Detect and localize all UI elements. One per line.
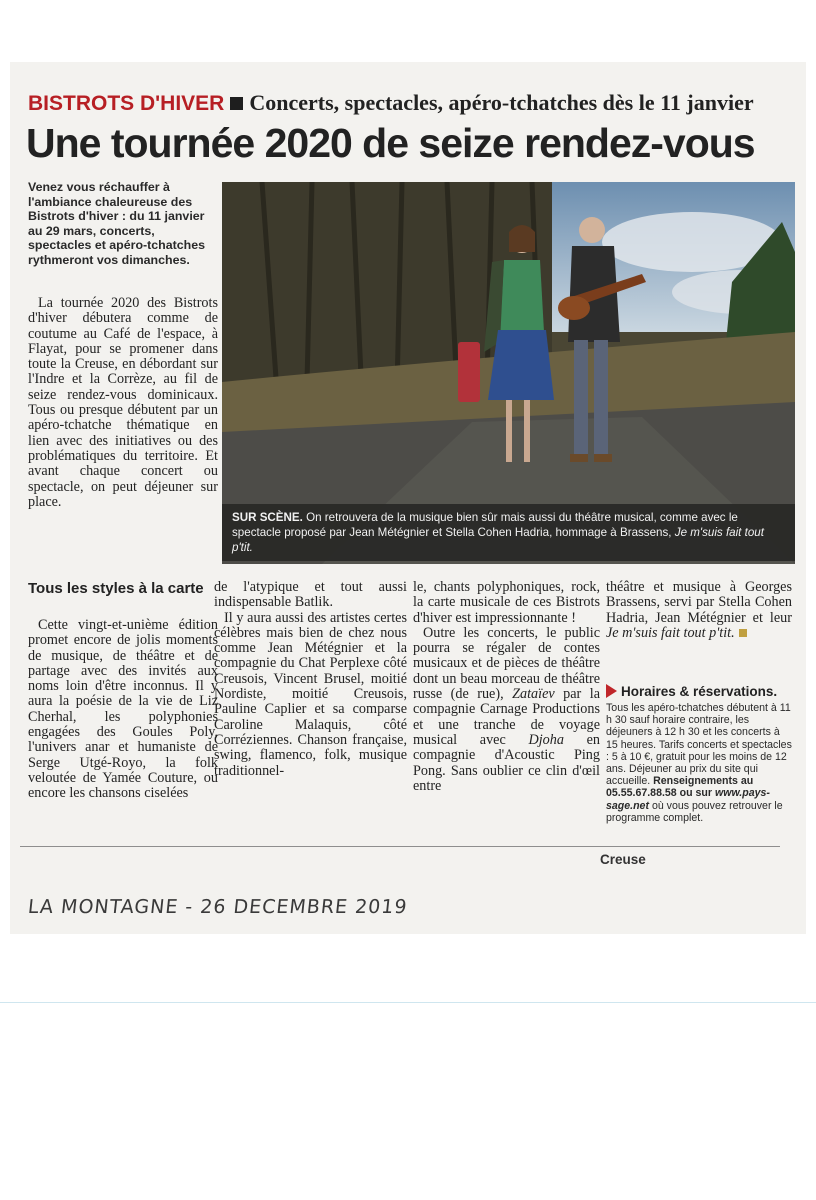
newspaper-clipping [10,62,806,934]
headline: Une tournée 2020 de seize rendez-vous [26,120,755,166]
column-2-text-a: de l'atypique et tout aussi indispensable Batlik. [214,579,407,611]
photo-caption [222,504,795,561]
section-subhead: Tous les styles à la carte [28,580,204,597]
caption-label: SUR SCÈNE. [232,511,303,524]
body-paragraph-1: La tournée 2020 des Bistrots d'hiver débutera comme de coutume au Café de l'espace, à Flayat, pour se promener dans toute la Creuse, en débordant sur l'Indre et la Corrèze, au fil de seize rendez-vous dominicaux. Tous ou presque débutent par un apéro-tchatche thématique en lien avec des initiatives ou des problématiques du territoire. Et avant chaque concert ou spectacle, on peut déjeuner sur place. [28,295,218,510]
column-3 [413,580,600,794]
end-mark-icon [739,629,747,637]
article-kicker [28,90,754,116]
column-3-show-title: Djoha [528,731,564,748]
kicker-square-icon [230,97,243,110]
info-box [606,702,792,824]
column-3-text-b3: par la compagnie Carnage Productions et une tranche de voyage musical avec [413,686,600,748]
column-4-text-a: théâtre et musique à Georges Brassens, servi par Stella Cohen Hadria, Jean Métégnier et leur [606,579,792,626]
info-text-2: Renseignements au 05.55.67.88.58 ou sur [606,775,754,800]
column-2-text-b: Il y aura aussi des artistes certes célèbres mais bien de chez nous comme Jean Métégnier et la compagnie du Chat Perplexe côté Creusois, Vincent Brusel, moitié Nordiste, moitié Creusois, Pauline Caplier et sa comparse Caroline Malaquis, côté Corréziennes. Chanson française, swing, flamenco, folk, musique traditionnel- [214,609,407,779]
column-1-text: Cette vingt-et-unième édition promet encore de jolis moments de musique, de théâtre et de partage avec des invités aux noms loin d'être inconnus. Il y aura la poésie de la vie de Liz Cherhal, les polyphonies engagées des Goules Poly, l'univers anar et humaniste de Serge Utgé-Royo, la folk veloutée de Yamée Couture, ou encore les chansons ciselées [28,617,218,802]
column-3-text-b5: en compagnie d'Acoustic Ping Pong. Sans oublier ce clin d'œil entre [413,731,600,794]
caption-text: On retrouvera de la musique bien sûr mais aussi du théâtre musical, comme avec le spectacle proposé par Jean Métégnier et Stella Cohen Hadria, hommage à Brassens, [232,511,738,539]
lead-paragraph: Venez vous réchauffer à l'ambiance chaleureuse des Bistrots d'hiver : du 11 janvier au 29 mars, concerts, spectacles et apéro-tchatches rythmeront vos dimanches. [28,180,205,267]
column-3-play-title: Zataïev [512,686,555,703]
caption-title: Je m'suis fait tout p'tit. [232,526,764,554]
column-3-text-b [413,626,600,794]
page-divider [0,1002,816,1003]
column-2 [214,580,407,779]
arrow-icon [606,684,617,698]
kicker-label: BISTROTS D'HIVER [28,92,225,115]
info-heading-text: Horaires & réservations. [621,684,778,699]
info-heading [606,684,777,699]
column-4-text [606,580,792,641]
info-text-4: où vous pouvez retrouver le programme complet. [606,799,783,824]
kicker-subtitle: Concerts, spectacles, apéro-tchatches dès le 11 janvier [249,90,754,115]
handwritten-source-note: LA MONTAGNE - 26 DECEMBRE 2019 [26,896,409,918]
column-4 [606,580,792,641]
info-text-1: Tous les apéro-tchatches débutent à 11 h 30 sauf horaire contraire, les déjeuners à 12 h 30 et les concerts à 15 heures. Tarifs concerts et spectacles : 5 à 10 €, gratuit pour les moins de 12 ans. Déjeuner au prix du site qui accueille. [606,702,792,788]
website-link: www.pays-sage.net [606,787,770,812]
column-3-text-a: le, chants polyphoniques, rock, la carte musicale de ces Bistrots d'hiver est impressionnante ! [413,579,600,626]
divider [20,846,780,847]
column-3-text-b1: Outre les concerts, le public pourra se régaler de contes musicaux et de pièces de théâtre dont un beau morceau de théâtre russe (de rue), [413,624,600,703]
section-label: Creuse [600,852,646,867]
column-4-show-title: Je m'suis fait tout p'tit. [606,624,735,641]
